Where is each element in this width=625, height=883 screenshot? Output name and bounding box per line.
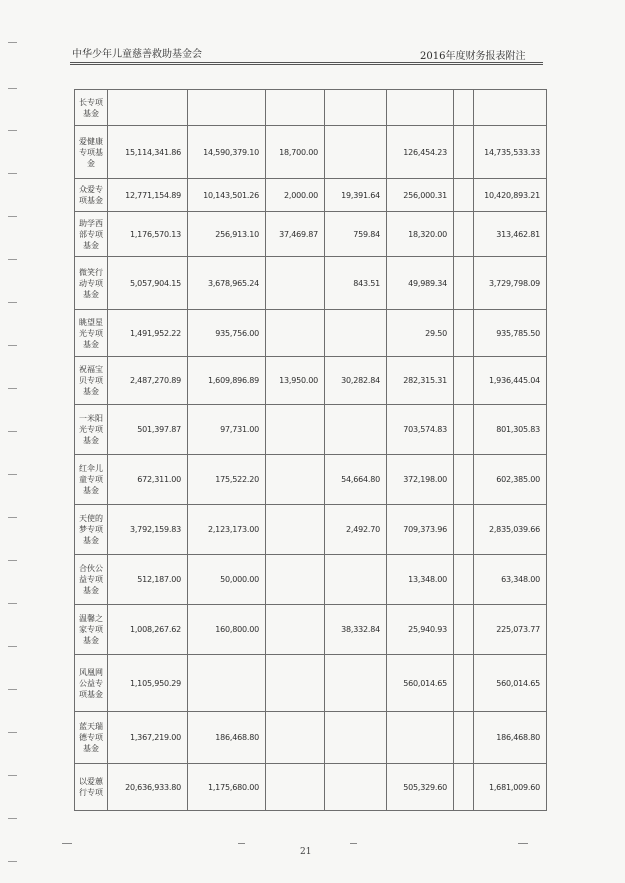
table-row	[75, 764, 547, 811]
blank-cell	[454, 179, 474, 212]
organization-name: 中华少年儿童慈善救助基金会	[72, 49, 202, 60]
amount-cell: 19,391.64	[325, 179, 387, 212]
amount-cell: 372,198.00	[387, 455, 454, 505]
fund-name-cell: 以爱蕙行专项	[75, 764, 108, 811]
amount-cell: 703,574.83	[387, 405, 454, 455]
amount-cell: 38,332.84	[325, 605, 387, 655]
amount-cell	[325, 712, 387, 764]
amount-cell	[266, 310, 325, 357]
amount-cell: 1,367,219.00	[108, 712, 188, 764]
amount-cell	[266, 555, 325, 605]
amount-cell: 3,792,159.83	[108, 505, 188, 555]
amount-cell	[266, 505, 325, 555]
blank-cell	[454, 126, 474, 179]
total-cell: 225,073.77	[474, 605, 547, 655]
amount-cell: 20,636,933.80	[108, 764, 188, 811]
table-row	[75, 405, 547, 455]
amount-cell: 1,176,570.13	[108, 212, 188, 257]
total-cell: 10,420,893.21	[474, 179, 547, 212]
amount-cell: 12,771,154.89	[108, 179, 188, 212]
amount-cell: 505,329.60	[387, 764, 454, 811]
fund-name-cell: 爱健康专项基金	[75, 126, 108, 179]
table-row	[75, 126, 547, 179]
blank-cell	[454, 212, 474, 257]
amount-cell: 560,014.65	[387, 655, 454, 712]
amount-cell: 1,175,680.00	[188, 764, 266, 811]
fund-name-cell: 天使的梦专项基金	[75, 505, 108, 555]
total-cell: 63,348.00	[474, 555, 547, 605]
fund-name-cell: 蓝天瑞德专项基金	[75, 712, 108, 764]
blank-cell	[454, 357, 474, 405]
amount-cell	[387, 712, 454, 764]
amount-cell: 18,700.00	[266, 126, 325, 179]
amount-cell: 186,468.80	[188, 712, 266, 764]
table-row	[75, 212, 547, 257]
amount-cell: 13,348.00	[387, 555, 454, 605]
amount-cell	[325, 90, 387, 126]
fund-name-cell: 众爱专项基金	[75, 179, 108, 212]
amount-cell: 935,756.00	[188, 310, 266, 357]
header-divider	[70, 62, 543, 65]
amount-cell	[266, 764, 325, 811]
amount-cell	[188, 655, 266, 712]
total-cell: 2,835,039.66	[474, 505, 547, 555]
amount-cell: 512,187.00	[108, 555, 188, 605]
total-cell: 1,681,009.60	[474, 764, 547, 811]
amount-cell: 3,678,965.24	[188, 257, 266, 310]
amount-cell: 49,989.34	[387, 257, 454, 310]
table-row	[75, 555, 547, 605]
fund-name-cell: 助学西部专项基金	[75, 212, 108, 257]
amount-cell: 1,491,952.22	[108, 310, 188, 357]
amount-cell	[266, 405, 325, 455]
amount-cell: 14,590,379.10	[188, 126, 266, 179]
amount-cell: 1,609,896.89	[188, 357, 266, 405]
amount-cell: 843.51	[325, 257, 387, 310]
footer-mark	[238, 843, 245, 844]
amount-cell: 1,008,267.62	[108, 605, 188, 655]
amount-cell: 5,057,904.15	[108, 257, 188, 310]
amount-cell	[387, 90, 454, 126]
table-row	[75, 455, 547, 505]
amount-cell	[266, 712, 325, 764]
amount-cell: 97,731.00	[188, 405, 266, 455]
table-row	[75, 605, 547, 655]
footer-mark	[518, 843, 528, 844]
table-row	[75, 90, 547, 126]
amount-cell	[325, 310, 387, 357]
amount-cell: 25,940.93	[387, 605, 454, 655]
amount-cell: 1,105,950.29	[108, 655, 188, 712]
amount-cell	[266, 655, 325, 712]
amount-cell: 501,397.87	[108, 405, 188, 455]
fund-name-cell: 微笑行动专项基金	[75, 257, 108, 310]
amount-cell: 2,492.70	[325, 505, 387, 555]
fund-name-cell: 合伙公益专项基金	[75, 555, 108, 605]
amount-cell: 15,114,341.86	[108, 126, 188, 179]
table-row	[75, 257, 547, 310]
fund-name-cell: 祝福宝贝专项基金	[75, 357, 108, 405]
table-row	[75, 357, 547, 405]
amount-cell: 30,282.84	[325, 357, 387, 405]
amount-cell: 256,913.10	[188, 212, 266, 257]
amount-cell	[266, 605, 325, 655]
table-row	[75, 310, 547, 357]
blank-cell	[454, 764, 474, 811]
footer-mark	[350, 843, 357, 844]
total-cell: 801,305.83	[474, 405, 547, 455]
amount-cell	[266, 90, 325, 126]
fund-name-cell: 风凰网公益专项基金	[75, 655, 108, 712]
blank-cell	[454, 455, 474, 505]
total-cell: 14,735,533.33	[474, 126, 547, 179]
amount-cell: 759.84	[325, 212, 387, 257]
blank-cell	[454, 505, 474, 555]
amount-cell: 175,522.20	[188, 455, 266, 505]
amount-cell: 709,373.96	[387, 505, 454, 555]
amount-cell	[266, 455, 325, 505]
amount-cell: 160,800.00	[188, 605, 266, 655]
fund-name-cell: 长专项基金	[75, 90, 108, 126]
total-cell: 560,014.65	[474, 655, 547, 712]
amount-cell: 2,487,270.89	[108, 357, 188, 405]
amount-cell: 50,000.00	[188, 555, 266, 605]
amount-cell: 2,123,173.00	[188, 505, 266, 555]
footer-mark	[62, 843, 72, 844]
blank-cell	[454, 712, 474, 764]
total-cell: 186,468.80	[474, 712, 547, 764]
amount-cell	[325, 405, 387, 455]
total-cell: 3,729,798.09	[474, 257, 547, 310]
amount-cell: 37,469.87	[266, 212, 325, 257]
amount-cell	[188, 90, 266, 126]
total-cell: 602,385.00	[474, 455, 547, 505]
fund-name-cell: 一米阳光专项基金	[75, 405, 108, 455]
blank-cell	[454, 310, 474, 357]
amount-cell: 29.50	[387, 310, 454, 357]
amount-cell	[325, 764, 387, 811]
blank-cell	[454, 605, 474, 655]
blank-cell	[454, 90, 474, 126]
table-row	[75, 505, 547, 555]
page-number: 21	[300, 847, 312, 857]
amount-cell: 126,454.23	[387, 126, 454, 179]
fund-name-cell: 眺望星光专项基金	[75, 310, 108, 357]
amount-cell: 282,315.31	[387, 357, 454, 405]
total-cell: 313,462.81	[474, 212, 547, 257]
fund-table	[74, 89, 547, 811]
table-row	[75, 179, 547, 212]
blank-cell	[454, 555, 474, 605]
amount-cell: 54,664.80	[325, 455, 387, 505]
amount-cell	[325, 655, 387, 712]
blank-cell	[454, 257, 474, 310]
fund-name-cell: 温馨之家专项基金	[75, 605, 108, 655]
total-cell	[474, 90, 547, 126]
fund-name-cell: 红伞儿童专项基金	[75, 455, 108, 505]
amount-cell: 672,311.00	[108, 455, 188, 505]
total-cell: 1,936,445.04	[474, 357, 547, 405]
amount-cell: 10,143,501.26	[188, 179, 266, 212]
report-title: 2016年度财务报表附注	[420, 51, 526, 62]
blank-cell	[454, 655, 474, 712]
amount-cell	[325, 126, 387, 179]
blank-cell	[454, 405, 474, 455]
amount-cell	[108, 90, 188, 126]
amount-cell: 2,000.00	[266, 179, 325, 212]
table-row	[75, 655, 547, 712]
amount-cell: 256,000.31	[387, 179, 454, 212]
amount-cell	[325, 555, 387, 605]
total-cell: 935,785.50	[474, 310, 547, 357]
amount-cell	[266, 257, 325, 310]
amount-cell: 18,320.00	[387, 212, 454, 257]
amount-cell: 13,950.00	[266, 357, 325, 405]
table-row	[75, 712, 547, 764]
